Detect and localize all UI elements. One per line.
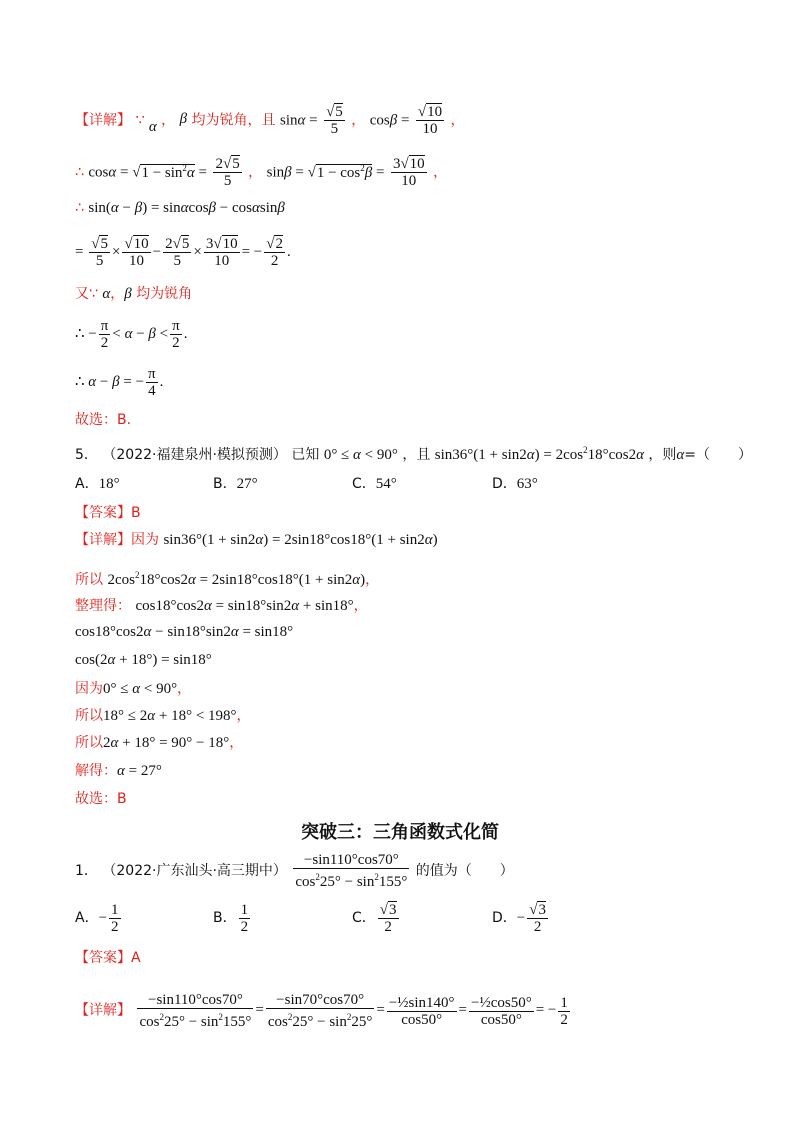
q5-detail-8: 所以2α + 18° = 90° − 18°， [75, 735, 244, 751]
again-because: 又∵ [75, 286, 98, 302]
detail1-line6 [75, 318, 187, 351]
sin-diff-formula: sin(α − β) = sinαcosβ − cosαsinβ [88, 200, 285, 216]
q1-option-c[interactable]: C． $\frac{√3}{2}$ [352, 902, 397, 935]
detail1-line3 [75, 198, 285, 218]
therefore-symbol: ∴ [75, 200, 84, 216]
q1-answer: 【答案】A [75, 950, 141, 966]
q1-option-a[interactable]: A．− $\frac{1}{2}$ [75, 902, 119, 935]
detail-tag: 【详解】 [75, 112, 131, 129]
q5-number: 5． [75, 447, 98, 463]
q1-option-d[interactable]: D．− $\frac{√3}{2}$ [492, 902, 546, 935]
q5-choose: 故选：B [75, 791, 127, 807]
alpha-symbol: α [148, 118, 157, 135]
range-formula: ∴ − $\frac{\pi}{2}$ < α − β < $\frac{\pi}{2}$ . [75, 318, 188, 351]
sin-alpha-eq: sinα = [280, 112, 318, 129]
cos-beta-eq: cosβ = [369, 112, 410, 129]
q1-stem: 1． （2022·广东汕头·高三期中） $\frac{-\sin 110^\circ\cos 70^\circ}{\cos^225^\circ - \sin^2155^\circ}$ 的值为（ ） [75, 852, 514, 890]
q5-option-a[interactable]: A．18° [75, 476, 120, 492]
sin-beta-formula: $\sin\beta = √1 - \cos^2\beta$ = [266, 162, 385, 181]
q1-detail: 【详解】 $\frac{-\sin 110^\circ\cos 70^\circ}{\cos^225^\circ - \sin^2155^\circ}$ = $\frac{-\sin 70^\circ\cos 70^\circ}{\cos^225^\circ - \sin^225^\circ}$ = $\frac{\text{−½sin140°}}{\cos 50^\circ}$ = $\frac{\text{−½cos50°}}{\cos 50^\circ}$ = − $\frac{1}{2}$ [75, 992, 568, 1030]
q5-answer: 【答案】B [75, 505, 141, 521]
sqrt5-over-5: $\frac{√5}{5}$ [326, 104, 343, 137]
sqrt10-over-10: $\frac{√10}{10}$ [417, 104, 443, 137]
q5-detail-9: 解得：α = 27° [75, 763, 162, 779]
acute-text-2: 均为锐角 [136, 286, 193, 302]
detail1-line2: ∴ $\cos\alpha = √1 - \sin^2\alpha$ = $\frac{2√5}{5}$ ， $\sin\beta = √1 - \cos^2\beta$ = $\frac{3√10}{10}$ ， [75, 156, 448, 189]
q5-detail-5: cos(2α + 18°) = sin18° [75, 652, 212, 668]
q5-detail-6: 因为0° ≤ α < 90°， [75, 681, 192, 697]
q5-detail-3: 整理得： cos18°cos2α = sin18°sin2α + sin18°， [75, 598, 368, 614]
q1-source: （2022·广东汕头·高三期中） [102, 863, 287, 879]
detail1-line1: 【详解】 ∵ α ， β 均为锐角，且 sinα = $\frac{√5}{5}$ ， cosβ = $\frac{√10}{10}$ ， [75, 104, 465, 137]
q5-option-c[interactable]: C．54° [352, 476, 397, 492]
q5-detail-2: 所以 $2\cos^218^\circ\cos 2\alpha = 2\sin 18^\circ\cos 18^\circ(1 + \sin 2\alpha)$， [75, 570, 380, 588]
detail1-line5: 又∵ α，β 均为锐角 [75, 286, 193, 302]
q5-detail-1: 【详解】因为 sin36°(1 + sin2α) = 2sin18°cos18°(1 + sin2α) [75, 532, 438, 548]
sin-diff-value: = $\frac{√5}{5}$ × $\frac{√10}{10}$ − $\frac{2√5}{5}$ × $\frac{3√10}{10}$ = − $\frac{√2}{2}$ . [75, 236, 291, 269]
choose-line-1: 故选：B. [75, 412, 132, 428]
q5-stem: 5． （2022·福建泉州·模拟预测） 已知 0° ≤ α < 90° ，且 $\sin 36^\circ(1 + \sin 2\alpha) = 2\cos^218^\circ\cos 2\alpha$ ，则α=（ ） [75, 445, 753, 463]
result-formula: ∴ α − β = − $\frac{\pi}{4}$ . [75, 366, 164, 399]
detail1-line7 [75, 366, 163, 399]
comma: ， [161, 112, 176, 129]
q1-option-b[interactable]: B． $\frac{1}{2}$ [213, 902, 249, 935]
q5-source: （2022·福建泉州·模拟预测） [102, 447, 287, 463]
because-symbol: ∵ [135, 112, 145, 129]
cos-alpha-formula: $\cos\alpha = √1 - \sin^2\alpha$ = [88, 162, 208, 181]
acute-text: 均为锐角，且 [191, 112, 276, 129]
detail1-line4 [75, 236, 291, 269]
therefore-symbol: ∴ [75, 164, 84, 181]
q5-detail-4: cos18°cos2α − sin18°sin2α = sin18° [75, 624, 294, 640]
q5-option-b[interactable]: B．27° [213, 476, 258, 492]
beta-symbol: β [179, 110, 188, 127]
section-heading: 突破三：三角函数式化简 [301, 822, 499, 843]
q5-option-d[interactable]: D．63° [492, 476, 538, 492]
q5-detail-7: 所以18° ≤ 2α + 18° < 198°， [75, 708, 251, 724]
